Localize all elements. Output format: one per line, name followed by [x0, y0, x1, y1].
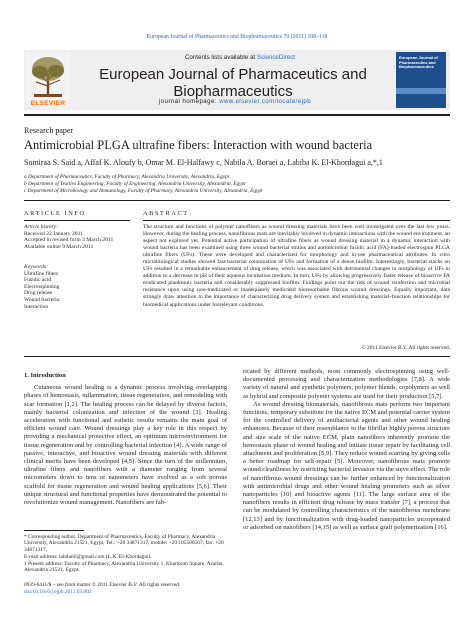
- journal-title: European Journal of Pharmaceutics and Biopharmaceutics: [99, 66, 367, 100]
- abstract-rule: [143, 220, 450, 221]
- keyword: Wound bacteria: [24, 296, 60, 303]
- keyword: Drug release: [24, 290, 53, 297]
- article-title: Antimicrobial PLGA ultrafine fibers: Interaction with wound bacteria: [24, 138, 373, 152]
- keyword: Interaction: [24, 303, 49, 310]
- author-list: Somiraa S. Said a, Affaf K. Aloufy b, Omar M. El-Halfawy c, Nabila A. Boraei a, Labiba K. El-Khordagui a,*,1: [24, 158, 383, 167]
- running-header: European Journal of Pharmaceutics and Biopharmaceutics 79 (2011) 108–118: [146, 34, 328, 40]
- body-left-column: [24, 368, 227, 507]
- issn-line: 0939-6411/$ – see front matter © 2011 Elsevier B.V. All rights reserved.: [24, 582, 181, 588]
- contents-line: [120, 54, 360, 61]
- footnote-rule: [24, 530, 84, 531]
- contents-prefix: Contents lists available at: [184, 54, 256, 61]
- footnote-present-address: 1 Present address: Faculty of Pharmacy, Alexandria University 1, Khartoum Square, Azarita, Alexandria 21521, Egypt.: [24, 561, 224, 574]
- abstract-heading: ABSTRACT: [143, 210, 189, 217]
- journal-homepage: [110, 98, 360, 105]
- sciencedirect-link[interactable]: ScienceDirect: [256, 54, 296, 61]
- affiliation-c: c Department of Microbiology and Immunology, Faculty of Pharmacy, Alexandria University, Alexandria, Egypt: [24, 188, 263, 194]
- doi-link[interactable]: doi:10.1016/j.ejpb.2011.03.002: [24, 589, 92, 595]
- abstract-text: The structure and functions of polymer nanofibers as wound dressing materials have been well investigated over the last few years. However, during the healing process, nanofibrous mats are inevitably involved in dynamic interactions with the wound environment, an aspect not explored yet. Potential active participation of ultrafine fibers as wound dressing material in a dynamic interaction with wound bacteria has been examined using three wound bacterial strains and antimicrobial fusidic acid (FA)-loaded electrospun PLGA ultrafine fibers (UFs). These were developed and characterized for morphology and in-use pharmaceutical attributes. In vitro microbiological studies showed fast bacterial colonization of UFs and formation of a dense biofilm. Interestingly, bacterial stacks on UFs resulted in a remarkable enhancement of drug release, which was associated with detrimental changes in morphology of UFs in addition to a decrease in pH of their aqueous incubation medium. In turn, UFs by allowing progressively faster release of bioactive FA eradicated planktonic bacteria and considerably suppressed biofilm. Findings point out the risk of wound reinfection and microbial resistance upon using non-medicated or inadequately medicated bioresorbable fibrous wound dressings. Equally important, data strongly draw attention to the importance of characterizing drug delivery system and establishing material–function relationships for biomedical applications under bioreleyant conditions.: [143, 224, 450, 308]
- elsevier-logo: ELSEVIER: [30, 100, 66, 107]
- cover-title: European Journal of Pharmaceutics and Biopharmaceutics: [399, 55, 438, 70]
- footnote-email[interactable]: E-mail address: labihalil@gmail.com (L.K. El-Khordagui).: [24, 554, 152, 560]
- article-info-heading: ARTICLE INFO: [24, 210, 86, 217]
- title-rule: [24, 200, 450, 201]
- intro-paragraph: ricated by different methods, most commonly electrospinning using well-documented processing and characterization methodologies [7,8]. A wide variety of natural and synthetic polymers, polymer blends, copolymers as well as hybrid and composite polymer systems are used for their production [5,7].: [243, 368, 450, 400]
- history-label: Article history:: [24, 224, 59, 230]
- article-history: [24, 224, 134, 250]
- history-received: Received 22 January 2011: [24, 230, 83, 237]
- affiliation-a: a Department of Pharmaceutics, Faculty of Pharmacy, Alexandria University, Alexandria, Egypt: [24, 174, 230, 180]
- keyword: Fusidic acid: [24, 277, 52, 284]
- keywords-block: [24, 264, 134, 310]
- history-accepted: Accepted in revised form 3 March 2011: [24, 237, 114, 244]
- keyword: Ultrafine fibers: [24, 270, 59, 277]
- article-info-rule: [24, 220, 130, 221]
- section-heading-introduction: 1. Introduction: [24, 372, 66, 379]
- intro-paragraph: As wound dressing biomaterials, nanofibrous mats perform two important functions, temporary substitute for the native ECM and potential carrier system for the controlled delivery of antibacterial agents and other wound healing enhancers. Because of their resemblance to the fibrillar highly porous structure and size scale of the native ECM, plain nanofibers inherently promote the hemostasis phase of wound healing and initiate tissue repair by facilitating cell attachment and proliferation [5,9]. They reduce wound scarring by giving cells a better roadmap for self-repair [5]. Moreover, nanofibrous mats promote wound cleanliness by restricting bacterial invasion via the sieve effect. The role of nanofibrous wound dressings can be further enhanced by functionalization with antimicrobial drugs and other wound healing promoters such as silver nanoparticles [10] and bioactive agents [11]. The large surface area of the nanofibers results in efficient drug release by mass transfer [7], a process that can be modulated by controlling characteristics of the nanofibrous membrane [12,13] and by functionalization with drug-loaded nanoparticles incorporated or adsorbed on nanofibers [14,15] as well as surface graft polymerization [16].: [243, 400, 450, 531]
- abstract-bottom-rule: [24, 356, 450, 357]
- copyright-line: © 2011 Elsevier B.V. All rights reserved.: [361, 345, 450, 351]
- keywords-label: Keywords:: [24, 264, 49, 270]
- body-right-column: [243, 368, 450, 532]
- intro-paragraph: Cutaneous wound healing is a dynamic process involving overlapping phases of hemostasis, inflammation, tissue regeneration, and remodeling with scar formation [1,2]. The healing process can be delayed by diverse factors, mainly bacterial colonization and infection of the wound [3]. Healing acceleration with functional and esthetic results remains the main goal of efficient wound care. Wound dressings play a key role in this respect by providing a mechanical protective effect, an optimum microenvironment for tissue regeneration and by controlling bacterial infection [4]. A wide range of passive, interactive, and bioactive wound dressing materials with different clinical merits have been developed [4,5]. Since the turn of the millennium, ultrafine fibers and nanofibers with a diameter ranging from several micrometers down to tens of nanometers have evolved as a soft porous scaffold for tissue regeneration and wound healing applications [5,6]. Their unique structural and functional properties have demonstrated the potential to revolutionize wound management. Nanofibers are fab-: [24, 384, 227, 507]
- keyword: Electrospinning: [24, 283, 60, 290]
- homepage-link[interactable]: www.elsevier.com/locate/ejpb: [219, 98, 312, 105]
- masthead-rule: [24, 114, 450, 116]
- cover-band: [396, 88, 446, 94]
- homepage-prefix: journal homepage:: [158, 98, 220, 105]
- affiliation-b: b Department of Textiles Engineering, Faculty of Engineering, Alexandria University, Alexandria, Egypt: [24, 181, 246, 187]
- article-type: Research paper: [24, 126, 74, 135]
- footnote-corresponding: * Corresponding author. Department of Pharmaceutics, Faculty of Pharmacy, Alexandria University, Alexandria 21521, Egypt. Tel.: +20 34871317, mobile: +20 105500567; fax: +20 34871317.: [24, 534, 224, 553]
- history-online: Available online 9 March 2011: [24, 243, 94, 250]
